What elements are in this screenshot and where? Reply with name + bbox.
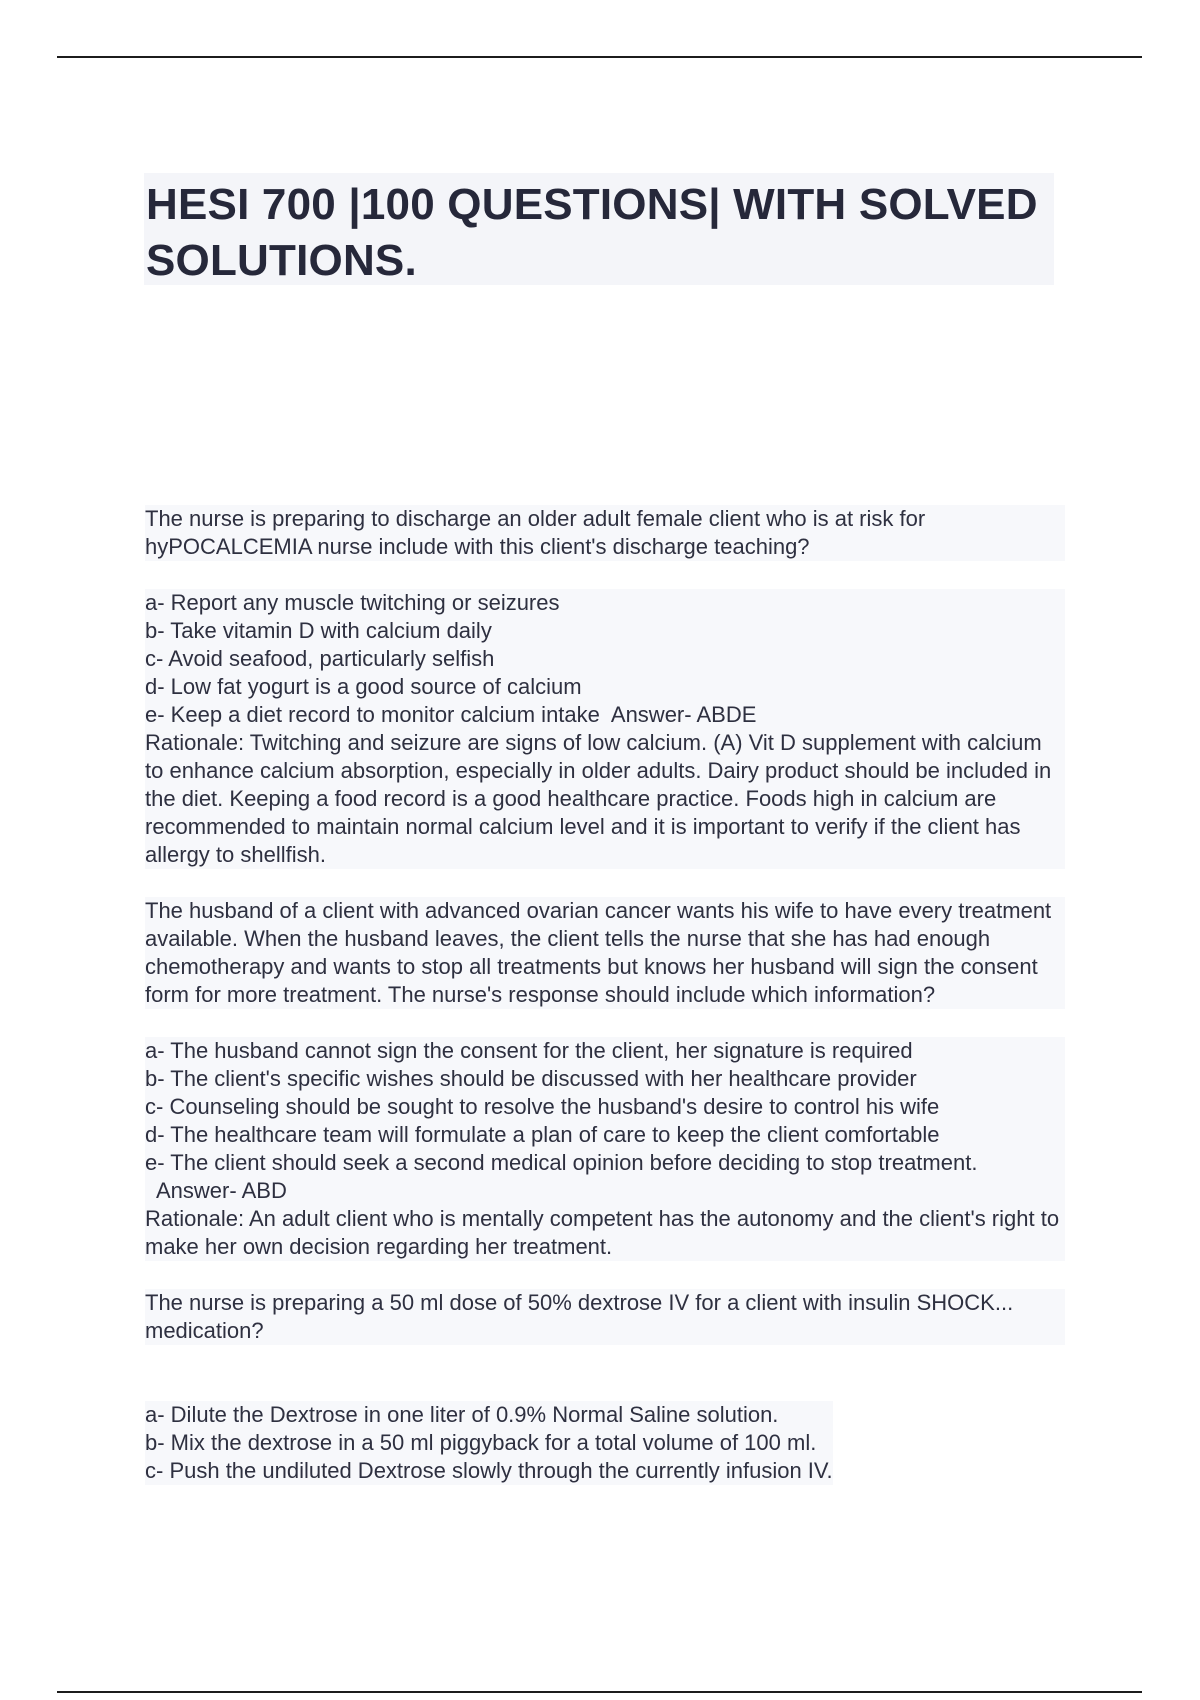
title-block: [144, 173, 1054, 285]
option-a: a- Dilute the Dextrose in one liter of 0.9% Normal Saline solution.: [145, 1402, 779, 1427]
option-e: [145, 701, 1065, 729]
question-1-options: [145, 589, 1065, 869]
question-2: [145, 897, 1065, 1009]
question-1: [145, 505, 1065, 561]
option-e: [145, 1149, 1065, 1205]
rationale: Rationale: An adult client who is mentally competent has the autonomy and the client's right to make her own decision regarding her treatment.: [145, 1206, 1060, 1259]
question-stem: The nurse is preparing a 50 ml dose of 50% dextrose IV for a client with insulin SHOCK... medication?: [145, 1290, 1014, 1343]
question-stem: The husband of a client with advanced ovarian cancer wants his wife to have every treatment available. When the husband leaves, the client tells the nurse that she has had enough chemotherapy and wants to stop all treatments but knows her husband will sign the consent form for more treatment. The nurse's response should include which information?: [145, 898, 1052, 1007]
options-list: [145, 1401, 833, 1485]
document-content: [145, 505, 1065, 1485]
question-stem: The nurse is preparing to discharge an older adult female client who is at risk for hyPOCALCEMIA nurse include with this client's discharge teaching?: [145, 506, 926, 559]
options-list: [145, 589, 1065, 729]
option-b: b- The client's specific wishes should be discussed with her healthcare provider: [145, 1066, 917, 1091]
bottom-rule: [57, 1691, 1142, 1693]
option-b: b- Take vitamin D with calcium daily: [145, 618, 492, 643]
option-c: c- Push the undiluted Dextrose slowly through the currently infusion IV.: [145, 1458, 833, 1483]
question-2-options: [145, 1037, 1065, 1261]
option-a: a- Report any muscle twitching or seizures: [145, 590, 560, 615]
option-d: d- The healthcare team will formulate a plan of care to keep the client comfortable: [145, 1122, 940, 1147]
options-list: [145, 1037, 1065, 1205]
option-a: a- The husband cannot sign the consent for the client, her signature is required: [145, 1038, 913, 1063]
option-d: d- Low fat yogurt is a good source of calcium: [145, 674, 582, 699]
option-b: b- Mix the dextrose in a 50 ml piggyback for a total volume of 100 ml.: [145, 1430, 817, 1455]
option-c: c- Avoid seafood, particularly selfish: [145, 646, 495, 671]
answer: Answer- ABDE: [599, 702, 757, 727]
option-text: e- Keep a diet record to monitor calcium intake: [145, 702, 600, 727]
option-c: c- Counseling should be sought to resolve the husband's desire to control his wife: [145, 1094, 940, 1119]
question-3: [145, 1289, 1065, 1345]
answer: Answer- ABD: [145, 1178, 287, 1203]
top-rule: [57, 56, 1142, 58]
rationale: Rationale: Twitching and seizure are signs of low calcium. (A) Vit D supplement with calcium to enhance calcium absorption, especially in older adults. Dairy product should be included in the diet. Keeping a food record is a good healthcare practice. Foods high in calcium are recommended to maintain normal calcium level and it is important to verify if the client has allergy to shellfish.: [145, 730, 1052, 867]
question-3-options: [145, 1401, 833, 1485]
option-text: e- The client should seek a second medical opinion before deciding to stop treatment.: [145, 1150, 978, 1175]
document-title: HESI 700 |100 QUESTIONS| WITH SOLVED SOLUTIONS.: [146, 180, 1038, 285]
